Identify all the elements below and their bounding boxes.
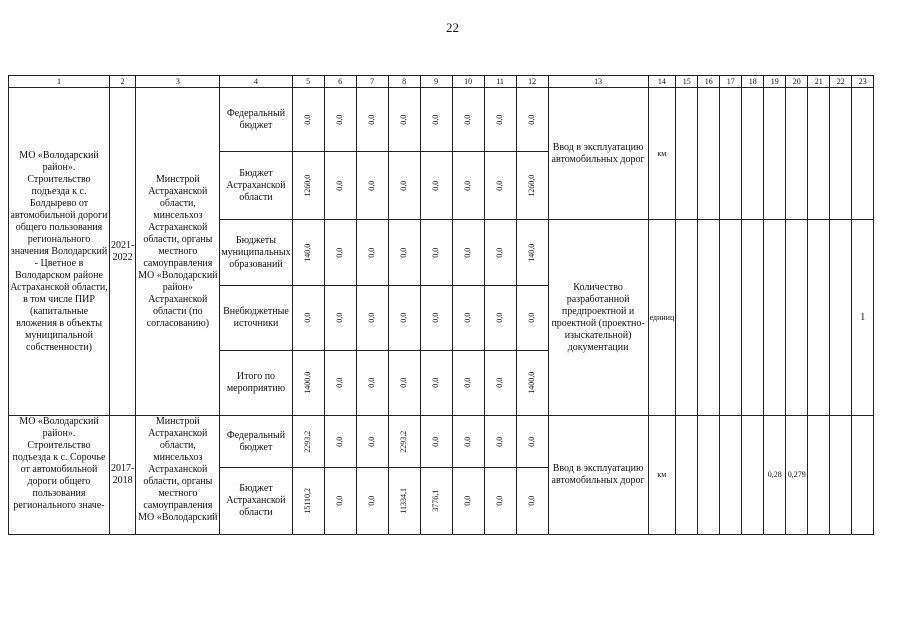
indicator-value: 0,28 [764,416,786,535]
value-cell: 1260,0 [527,174,537,197]
value-cell: 0,0 [367,247,377,258]
value-cell: 0,0 [399,247,409,258]
value-cell: 0,0 [495,114,505,125]
program-table [8,75,874,535]
value-cell: 0,0 [399,114,409,125]
value-cell: 0,0 [431,247,441,258]
value-cell: 1400,0 [527,371,537,394]
value-cell: 0,0 [495,312,505,323]
value-cell: 0,0 [527,312,537,323]
header-cell: 7 [356,76,388,88]
value-cell: 0,0 [399,312,409,323]
funding-source: Внебюджетные источники [220,286,292,351]
value-cell: 0,0 [463,436,473,447]
value-cell: 0,0 [303,114,313,125]
indicator-name: Ввод в эксплуатацию автомобильных дорог [548,416,648,535]
header-cell: 4 [220,76,292,88]
indicator-unit: км [648,416,676,535]
value-cell: 0,0 [527,114,537,125]
header-cell: 15 [676,76,698,88]
header-cell: 11 [484,76,516,88]
value-cell: 140,0 [303,243,313,262]
funding-source: Федеральный бюджет [220,88,292,152]
value-cell: 0,0 [495,247,505,258]
value-cell: 0,0 [495,180,505,191]
value-cell: 0,0 [335,247,345,258]
value-cell: 0,0 [367,377,377,388]
value-cell: 0,0 [303,312,313,323]
header-cell: 1 [9,76,110,88]
value-cell: 2293,2 [303,430,313,453]
header-cell: 6 [324,76,356,88]
table-row [9,88,874,152]
value-cell: 0,0 [527,436,537,447]
measure-executor: Минстрой Астраханской области, минсельхоз Астраханской области, органы местного самоуправления МО «Володарский [136,416,220,535]
value-cell: 0,0 [335,180,345,191]
header-cell: 22 [830,76,852,88]
header-cell: 12 [516,76,548,88]
value-cell: 0,0 [335,377,345,388]
funding-source: Бюджет Астраханской области [220,152,292,220]
value-cell: 0,0 [527,495,537,506]
measure-name: МО «Володарский район». Строительство подъезда к с. Сорочье от автомобильной дороги общего пользования регионального значе- [9,416,110,535]
value-cell: 0,0 [431,180,441,191]
indicator-name: Количество разработанной предпроектной и проектной (проектно-изыскательной) документации [548,220,648,416]
indicator-value: 0,279 [786,416,808,535]
value-cell: 0,0 [399,377,409,388]
indicator-name: Ввод в эксплуатацию автомобильных дорог [548,88,648,220]
value-cell: 3776,1 [431,489,441,512]
header-cell: 23 [852,76,874,88]
funding-source: Федеральный бюджет [220,416,292,468]
value-cell: 0,0 [463,114,473,125]
value-cell: 11334,1 [399,487,409,514]
value-cell: 0,0 [431,312,441,323]
value-cell: 0,0 [367,180,377,191]
value-cell: 0,0 [463,495,473,506]
value-cell: 0,0 [367,114,377,125]
value-cell: 0,0 [463,180,473,191]
header-cell: 9 [420,76,452,88]
funding-source: Итого по мероприятию [220,351,292,416]
value-cell: 0,0 [463,312,473,323]
value-cell: 0,0 [495,377,505,388]
header-cell: 2 [110,76,136,88]
value-cell: 0,0 [495,495,505,506]
measure-name: МО «Володарский район». Строительство подъезда к с. Болдырево от автомобильной дороги общего пользования регионального значения Володарский - Цветное в Володарском районе Астраханской области, в том числе ПИР (капитальные вложения в объекты муниципальной собственности) [9,88,110,416]
column-number-row [9,76,874,88]
header-cell: 19 [764,76,786,88]
header-cell: 16 [698,76,720,88]
value-cell: 0,0 [335,114,345,125]
header-cell: 17 [720,76,742,88]
value-cell: 0,0 [463,247,473,258]
value-cell: 140,0 [527,243,537,262]
table-row [9,416,874,468]
indicator-unit: единиц [648,220,676,416]
indicator-value: 1 [852,220,874,416]
page-number: 22 [446,20,459,35]
value-cell: 0,0 [367,495,377,506]
value-cell: 0,0 [367,312,377,323]
value-cell: 0,0 [431,114,441,125]
header-cell: 13 [548,76,648,88]
header-cell: 21 [808,76,830,88]
funding-source: Бюджеты муниципальных образований [220,220,292,286]
value-cell: 1400,0 [303,371,313,394]
value-cell: 0,0 [399,180,409,191]
header-cell: 18 [742,76,764,88]
header-cell: 5 [292,76,324,88]
header-cell: 3 [136,76,220,88]
value-cell: 0,0 [335,495,345,506]
value-cell: 0,0 [367,436,377,447]
measure-years: 2017-2018 [110,416,136,535]
value-cell: 1260,0 [303,174,313,197]
header-cell: 10 [452,76,484,88]
header-cell: 20 [786,76,808,88]
value-cell: 0,0 [463,377,473,388]
value-cell: 2293,2 [399,430,409,453]
value-cell: 15110,2 [303,487,313,514]
measure-years: 2021-2022 [110,88,136,416]
measure-executor: Минстрой Астраханской области, минсельхоз Астраханской области, органы местного самоуправления МО «Володарский район» Астраханской области (по согласованию) [136,88,220,416]
header-cell: 14 [648,76,676,88]
indicator-unit: км [648,88,676,220]
value-cell: 0,0 [495,436,505,447]
value-cell: 0,0 [431,436,441,447]
funding-source: Бюджет Астраханской области [220,468,292,535]
value-cell: 0,0 [335,312,345,323]
value-cell: 0,0 [431,377,441,388]
value-cell: 0,0 [335,436,345,447]
header-cell: 8 [388,76,420,88]
